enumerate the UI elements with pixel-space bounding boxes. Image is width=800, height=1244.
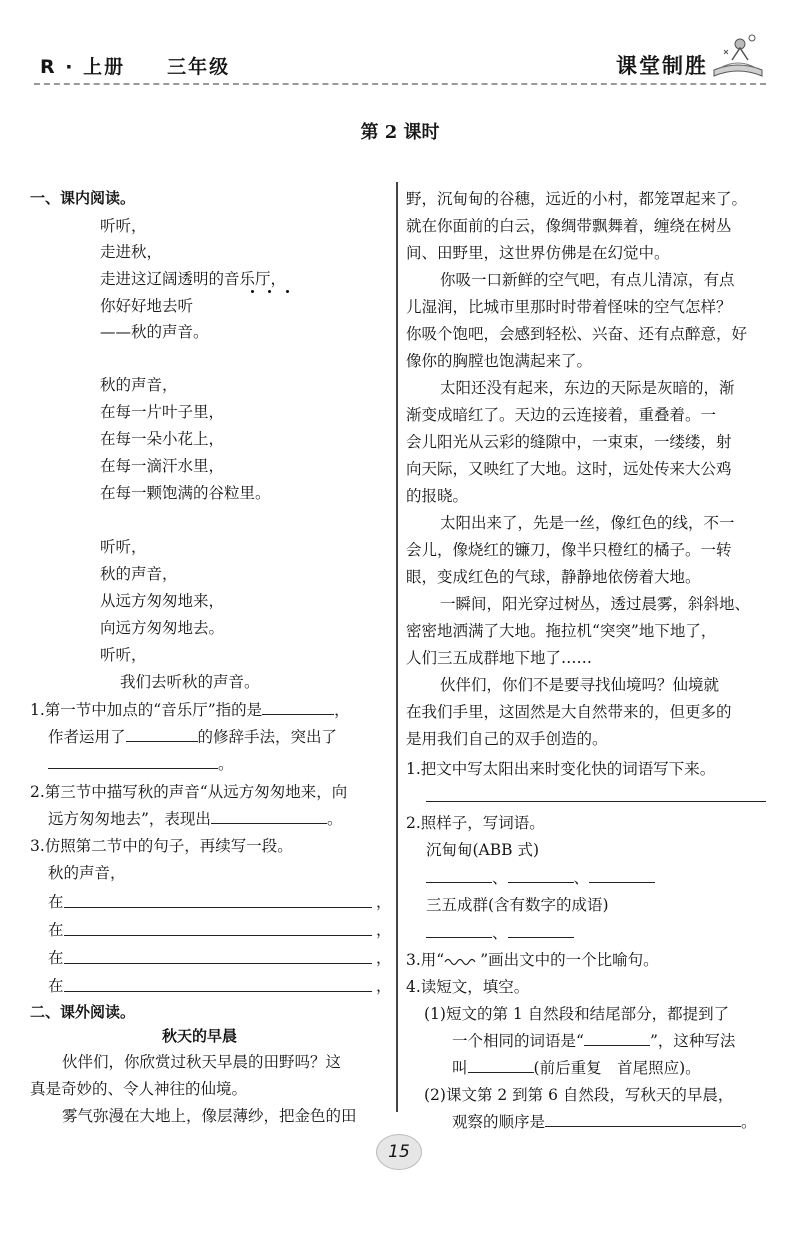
book-logo-icon xyxy=(710,30,766,80)
rq4-blank-1[interactable] xyxy=(584,1031,650,1046)
story-line: 你吸一口新鲜的空气吧，有点儿清凉，有点 xyxy=(440,271,735,289)
rq2-example-2: 三五成群(含有数字的成语) xyxy=(426,896,609,914)
q3-comma: ， xyxy=(376,893,392,911)
wavy-underline-icon xyxy=(444,956,480,966)
q3-zai: 在 xyxy=(48,949,64,967)
q2-blank[interactable] xyxy=(211,809,327,824)
story-line: 野，沉甸甸的谷穗，远近的小村，都笼罩起来了。 xyxy=(406,190,748,208)
poem-line: 听听， xyxy=(100,217,147,235)
q3-comma: ， xyxy=(376,949,392,967)
story-line: 渐变成暗红了。天边的云连接着，重叠着。一 xyxy=(406,406,717,424)
story-line: 会儿阳光从云彩的缝隙中，一束束，一缕缕，射 xyxy=(406,433,732,451)
rq2-sep: 、 xyxy=(492,924,508,942)
rq4-part-2: (2)课文第 2 到第 6 自然段，写秋天的早晨， xyxy=(424,1086,734,1104)
q1-blank-1[interactable] xyxy=(262,700,334,715)
story-line: 向天际，又映红了大地。这时，远处传来大公鸡 xyxy=(406,460,732,478)
question-2: 2.第三节中描写秋的声音“从远方匆匆地来，向 xyxy=(30,783,348,801)
rq4-part-1-line3 xyxy=(452,1056,701,1078)
q1-text-2: 作者运用了 xyxy=(48,728,126,746)
emphasis-dot xyxy=(251,290,254,293)
rq2-blank[interactable] xyxy=(589,868,655,883)
poem-line: 在每一片叶子里， xyxy=(100,403,225,421)
story-para: 伙伴们，你欣赏过秋天早晨的田野吗？这 xyxy=(62,1053,342,1071)
question-1-line3 xyxy=(48,752,234,774)
q3-zai: 在 xyxy=(48,893,64,911)
emphasis-dot xyxy=(268,290,271,293)
poem-line: 秋的声音， xyxy=(100,565,178,583)
story-line: 一瞬间，阳光穿过树丛，透过晨雾，斜斜地、 xyxy=(440,595,751,613)
rq4-part-1: (1)短文的第 1 自然段和结尾部分，都提到了 xyxy=(424,1005,730,1023)
rq2-sep: 、 xyxy=(492,869,508,887)
question-1-cont xyxy=(48,725,337,747)
rq4-text: 叫 xyxy=(452,1059,468,1077)
story-line: 会儿，像烧红的镰刀，像半只橙红的橘子。一转 xyxy=(406,541,732,559)
story-line: 伙伴们，你们不是要寻找仙境吗？仙境就 xyxy=(440,676,720,694)
right-question-4: 4.读短文，填空。 xyxy=(406,978,530,996)
header-divider xyxy=(34,83,766,85)
poem-line: 走进这辽阔透明的音乐厅， xyxy=(100,270,287,288)
header-left: R · 上册 三年级 xyxy=(40,56,231,78)
story-line: 间、田野里，这世界仿佛是在幻觉中。 xyxy=(406,244,670,262)
rq4-blank-3[interactable] xyxy=(545,1112,741,1127)
q3-blank-3[interactable] xyxy=(64,963,372,964)
page-number: 15 xyxy=(376,1134,422,1170)
question-3-lead: 秋的声音， xyxy=(48,864,126,882)
rq4-text: ”，这种写法 xyxy=(649,1032,736,1050)
story-line: 太阳出来了，先是一丝，像红色的线，不一 xyxy=(440,514,735,532)
q2-period: 。 xyxy=(326,810,343,828)
q1-period: 。 xyxy=(218,755,234,773)
q3-comma: ， xyxy=(376,921,392,939)
rq2-blank[interactable] xyxy=(508,923,574,938)
q3-blank-4[interactable] xyxy=(64,991,372,992)
story-line: 人们三五成群地下地了…… xyxy=(406,649,593,667)
story-title: 秋天的早晨 xyxy=(162,1027,238,1045)
q2-text: 远方匆匆地去”，表现出 xyxy=(48,810,211,828)
q3-comma: ， xyxy=(376,977,392,995)
q1-blank-3[interactable] xyxy=(48,754,218,769)
rq2-blanks-1 xyxy=(426,866,655,888)
story-line: 是用我们自己的双手创造的。 xyxy=(406,730,608,748)
story-line: 儿湿润，比城市里那时时带着怪味的空气怎样？ xyxy=(406,298,732,316)
story-line: 密密地洒满了大地。拖拉机“突突”地下地了， xyxy=(406,622,717,640)
rq4-text: 一个相同的词语是“ xyxy=(452,1032,584,1050)
q1-text-3: 的修辞手法，突出了 xyxy=(197,728,338,746)
rq1-answer-line[interactable] xyxy=(426,801,766,802)
story-line: 在我们手里，这固然是大自然带来的，但更多的 xyxy=(406,703,732,721)
right-question-1: 1.把文中写太阳出来时变化快的词语写下来。 xyxy=(406,760,716,778)
emphasis-dot xyxy=(286,290,289,293)
q3-blank-2[interactable] xyxy=(64,935,372,936)
rq2-example-1: 沉甸甸(ABB 式) xyxy=(426,841,539,859)
rq4-part-2-line2 xyxy=(452,1110,757,1132)
poem-line: 听听， xyxy=(100,538,147,556)
q1-blank-2[interactable] xyxy=(126,727,198,742)
section2-heading: 二、课外阅读。 xyxy=(30,1003,136,1021)
right-question-3 xyxy=(406,948,659,970)
q3-zai: 在 xyxy=(48,921,64,939)
rq4-text: (前后重复 首尾照应)。 xyxy=(533,1059,701,1077)
rq2-blank[interactable] xyxy=(508,868,574,883)
story-line: 的报晓。 xyxy=(406,487,469,505)
poem-line: 向远方匆匆地去。 xyxy=(100,619,225,637)
q1-text: 1.第一节中加点的“音乐厅”指的是 xyxy=(30,701,263,719)
story-para: 雾气弥漫在大地上，像层薄纱，把金色的田 xyxy=(62,1107,357,1125)
rq4-text: 观察的顺序是 xyxy=(452,1113,546,1131)
q1-comma: ， xyxy=(334,701,350,719)
rq4-text: 。 xyxy=(741,1113,757,1131)
story-para: 真是奇妙的、令人神往的仙境。 xyxy=(30,1080,248,1098)
poem-line: 在每一滴汗水里， xyxy=(100,457,225,475)
poem-line: ——秋的声音。 xyxy=(100,323,209,341)
poem-line: 你好好地去听 xyxy=(100,297,194,315)
rq2-blank[interactable] xyxy=(426,923,492,938)
poem-line: 秋的声音， xyxy=(100,376,178,394)
rq2-sep: 、 xyxy=(573,869,590,887)
section1-heading: 一、课内阅读。 xyxy=(30,189,136,207)
page-title: 第 2 课时 xyxy=(360,122,440,143)
rq3-text-a: 3.用“ xyxy=(406,951,445,969)
story-line: 太阳还没有起来，东边的天际是灰暗的，渐 xyxy=(440,379,735,397)
header-right: 课堂制胜 xyxy=(616,54,708,78)
poem-line: 我们去听秋的声音。 xyxy=(120,673,260,691)
poem-line: 走进秋， xyxy=(100,243,163,261)
question-3: 3.仿照第二节中的句子，再续写一段。 xyxy=(30,837,293,855)
story-line: 就在你面前的白云，像绸带飘舞着，缠绕在树丛 xyxy=(406,217,732,235)
question-2-cont xyxy=(48,807,342,829)
poem-line: 从远方匆匆地来， xyxy=(100,592,225,610)
poem-line: 在每一颗饱满的谷粒里。 xyxy=(100,484,271,502)
story-line: 眼，变成红色的气球，静静地依傍着大地。 xyxy=(406,568,701,586)
question-1 xyxy=(30,698,350,720)
story-line: 你吸个饱吧，会感到轻松、兴奋、还有点醉意，好 xyxy=(406,325,748,343)
right-question-2: 2.照样子，写词语。 xyxy=(406,814,545,832)
poem-line: 在每一朵小花上， xyxy=(100,430,225,448)
column-divider xyxy=(396,182,398,1112)
q3-zai: 在 xyxy=(48,977,64,995)
rq4-part-1-line2 xyxy=(452,1029,735,1051)
rq3-text-b: ”画出文中的一个比喻句。 xyxy=(480,951,659,969)
rq2-blank[interactable] xyxy=(426,868,492,883)
story-line: 像你的胸膛也饱满起来了。 xyxy=(406,352,593,370)
rq2-blanks-2 xyxy=(426,921,574,943)
rq4-blank-2[interactable] xyxy=(468,1058,534,1073)
poem-line: 听听， xyxy=(100,646,147,664)
q3-blank-1[interactable] xyxy=(64,907,372,908)
